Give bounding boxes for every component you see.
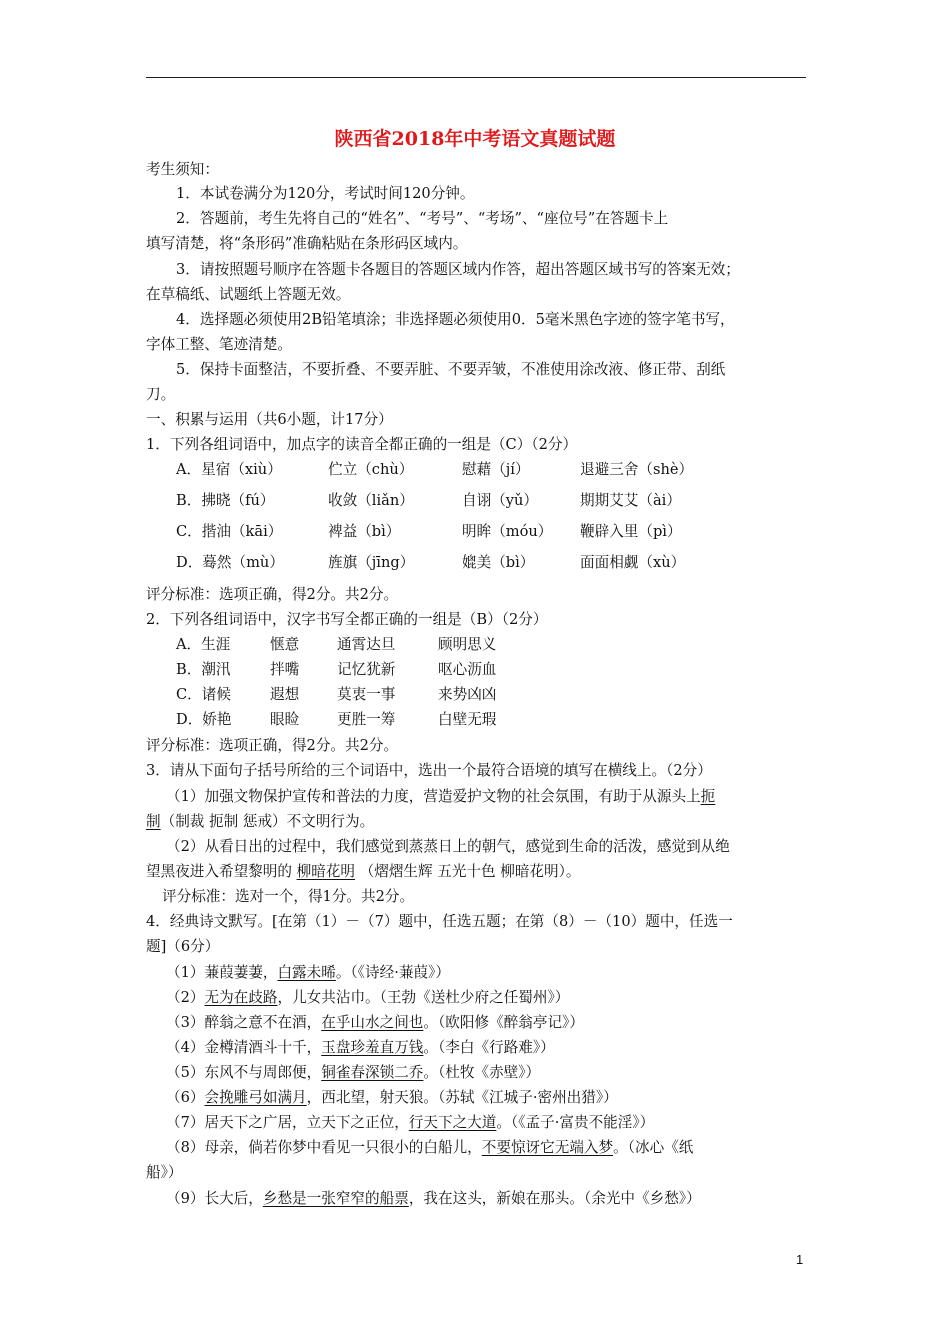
q1-option-b-word: 期期艾艾（ài）	[580, 492, 681, 509]
q2-option-b-word: 呕心沥血	[438, 661, 497, 678]
q3-part-1-cont	[146, 812, 374, 832]
q2-option-a-word: 顾明思义	[438, 636, 497, 653]
document-title: 陕西省2018年中考语文真题试题	[334, 128, 616, 150]
notice-item: 填写清楚，将“条形码”准确粘贴在条形码区域内。	[146, 235, 468, 252]
q2-option-a: A．生涯	[176, 636, 231, 653]
notice-item: 在草稿纸、试题纸上答题无效。	[146, 286, 351, 303]
q2-option-c: C．诸候	[176, 686, 231, 703]
notice-item: 4．选择题必须使用2B铅笔填涂；非选择题必须使用0．5毫米黑色字迹的签字笔书写，	[176, 311, 735, 328]
q4-item	[166, 1038, 555, 1058]
q4-item-source: 。（李白《行路难》）	[423, 1039, 555, 1056]
q3-part-2: （2）从看日出的过程中，我们感觉到蒸蒸日上的朝气，感觉到生命的活泼，感觉到从绝	[166, 838, 730, 855]
q1-option-a-word: 退避三舍（shè）	[580, 461, 694, 478]
question-4-stem-cont: 题]（6分）	[146, 938, 220, 955]
q4-item-source: ，我在这头，新娘在那头。（余光中《乡愁》）	[408, 1190, 701, 1207]
q3-answer-1-cont: 制	[146, 813, 161, 830]
q1-option-b: B．拂晓（fú）	[176, 492, 275, 509]
q3-part-2-cont	[146, 862, 581, 882]
q2-option-c-word: 莫衷一事	[337, 686, 396, 703]
q4-item-text: （5）东风不与周郎便，	[166, 1064, 322, 1081]
q1-score: 评分标准：选项正确，得2分。共2分。	[146, 586, 399, 603]
q2-option-d-word: 更胜一筹	[337, 711, 396, 728]
notice-item: 字体工整、笔迹清楚。	[146, 336, 292, 353]
q4-item-text: （1）蒹葭萋萋，	[166, 964, 278, 981]
q3-part-2-options: （熠熠生辉 五光十色 柳暗花明）。	[359, 863, 581, 880]
q4-item	[166, 1189, 701, 1209]
q2-option-b-word: 记忆犹新	[337, 661, 396, 678]
q4-item-text: （6）	[166, 1089, 205, 1106]
section-heading: 一、积累与运用（共6小题，计17分）	[146, 411, 393, 428]
page-number: 1	[796, 1252, 804, 1267]
q4-item-source: 。（冰心《纸	[613, 1139, 694, 1156]
q2-score: 评分标准：选项正确，得2分。共2分。	[146, 737, 399, 754]
q2-option-b: B．潮汛	[176, 661, 231, 678]
q1-option-c-word: 鞭辟入里（pì）	[580, 523, 682, 540]
q4-item-answer: 铜雀春深锁二乔	[321, 1064, 424, 1081]
q1-option-c-word: 明眸（móu）	[462, 523, 553, 540]
q4-item-source: ，儿女共沾巾。（王勃《送杜少府之任蜀州》）	[277, 989, 570, 1006]
q4-item-answer: 无为在歧路	[204, 989, 278, 1006]
question-1-stem: 1．下列各组词语中，加点字的读音全都正确的一组是（C）（2分）	[146, 436, 578, 453]
q4-item-answer: 行天下之大道	[408, 1114, 497, 1131]
q2-option-d-word: 白壁无瑕	[438, 711, 497, 728]
q4-item-text: （4）金樽清酒斗十千，	[166, 1039, 322, 1056]
notice-item: 刀。	[146, 386, 176, 403]
q1-option-c-word: 裨益（bì）	[328, 523, 401, 540]
q1-option-d: D．蓦然（mù）	[176, 554, 284, 571]
q1-option-c: C．揩油（kāi）	[176, 523, 283, 540]
q3-answer-1: 扼	[700, 788, 716, 805]
q4-item-source: 。（杜牧《赤壁》）	[423, 1064, 541, 1081]
q4-item	[166, 1013, 584, 1033]
q3-score: 评分标准：选对一个，得1分。共2分。	[162, 888, 415, 905]
q1-option-b-word: 自诩（yǔ）	[462, 492, 539, 509]
q4-item-answer: 会挽雕弓如满月	[204, 1089, 307, 1106]
q1-option-b-word: 收敛（liǎn）	[328, 492, 414, 509]
q4-item	[166, 1138, 693, 1158]
q2-option-d-word: 眼睑	[270, 711, 300, 728]
q4-item	[166, 1113, 654, 1133]
q2-option-c-word: 来势凶凶	[438, 686, 497, 703]
q3-part-2-text: 望黑夜进入希望黎明的	[146, 863, 292, 880]
q4-item-cont: 船》）	[146, 1164, 183, 1181]
q1-option-d-word: 面面相觑（xù）	[580, 554, 686, 571]
q3-part-1-text: （1）加强文物保护宣传和普法的力度，营造爱护文物的社会氛围，有助于从源头上	[166, 788, 701, 805]
q1-option-a-word: 慰藉（jí）	[462, 461, 530, 478]
q4-item-source: 。（欧阳修《醉翁亭记》）	[423, 1014, 584, 1031]
q3-answer-2: 柳暗花明	[296, 863, 355, 880]
header-rule	[146, 77, 806, 78]
question-3-stem: 3．请从下面句子括号所给的三个词语中，选出一个最符合语境的填写在横线上。（2分）	[146, 762, 712, 779]
q4-item-answer: 白露未晞	[277, 964, 336, 981]
q4-item-text: （3）醉翁之意不在酒，	[166, 1014, 322, 1031]
q4-item-text: （7）居天下之广居，立天下之正位，	[166, 1114, 409, 1131]
q4-item-text: （8）母亲，倘若你梦中看见一只很小的白船儿，	[166, 1139, 482, 1156]
q2-option-d: D．娇艳	[176, 711, 232, 728]
q1-option-a: A．星宿（xiù）	[176, 461, 282, 478]
q4-item-answer: 不要惊讶它无端入梦	[481, 1139, 614, 1156]
q2-option-a-word: 通霄达旦	[337, 636, 396, 653]
q1-option-a-word: 伫立（chù）	[328, 461, 414, 478]
notice-item: 2．答题前，考生先将自己的“姓名”、“考号”、“考场”、“座位号”在答题卡上	[176, 210, 669, 227]
notice-item: 1．本试卷满分为120分，考试时间120分钟。	[176, 185, 475, 202]
q3-part-1-options: （制裁 扼制 惩戒）不文明行为。	[160, 813, 375, 830]
q2-option-a-word: 惬意	[270, 636, 300, 653]
q2-option-b-word: 拌嘴	[270, 661, 300, 678]
q4-item	[166, 1088, 618, 1108]
q1-option-d-word: 旌旗（jīng）	[328, 554, 415, 571]
q2-option-c-word: 遐想	[270, 686, 300, 703]
q4-item	[166, 963, 450, 983]
q4-item-answer: 在乎山水之间也	[321, 1014, 424, 1031]
q4-item	[166, 1063, 540, 1083]
q4-item-text: （9）长大后，	[166, 1190, 263, 1207]
q4-item-source: ，西北望，射天狼。（苏轼《江城子·密州出猎》）	[306, 1089, 618, 1106]
q4-item-text: （2）	[166, 989, 205, 1006]
q4-item-answer: 乡愁是一张窄窄的船票	[262, 1190, 409, 1207]
q4-item-source: 。（《孟子·富贵不能淫》）	[496, 1114, 655, 1131]
question-2-stem: 2．下列各组词语中，汉字书写全都正确的一组是（B）（2分）	[146, 611, 548, 628]
q4-item	[166, 988, 569, 1008]
q1-option-d-word: 媲美（bì）	[462, 554, 535, 571]
notice-item: 5．保持卡面整洁，不要折叠、不要弄脏、不要弄皱，不准使用涂改液、修正带、刮纸	[176, 361, 726, 378]
q4-item-answer: 玉盘珍羞直万钱	[321, 1039, 424, 1056]
notice-item: 3．请按照题号顺序在答题卡各题目的答题区域内作答，超出答题区域书写的答案无效；	[176, 261, 740, 278]
q4-item-source: 。（《诗经·蒹葭》）	[335, 964, 450, 981]
question-4-stem: 4．经典诗文默写。[在第（1）－（7）题中，任选五题；在第（8）－（10）题中，任选一	[146, 913, 733, 930]
notice-heading: 考生须知：	[146, 161, 219, 178]
q3-part-1	[166, 787, 715, 807]
